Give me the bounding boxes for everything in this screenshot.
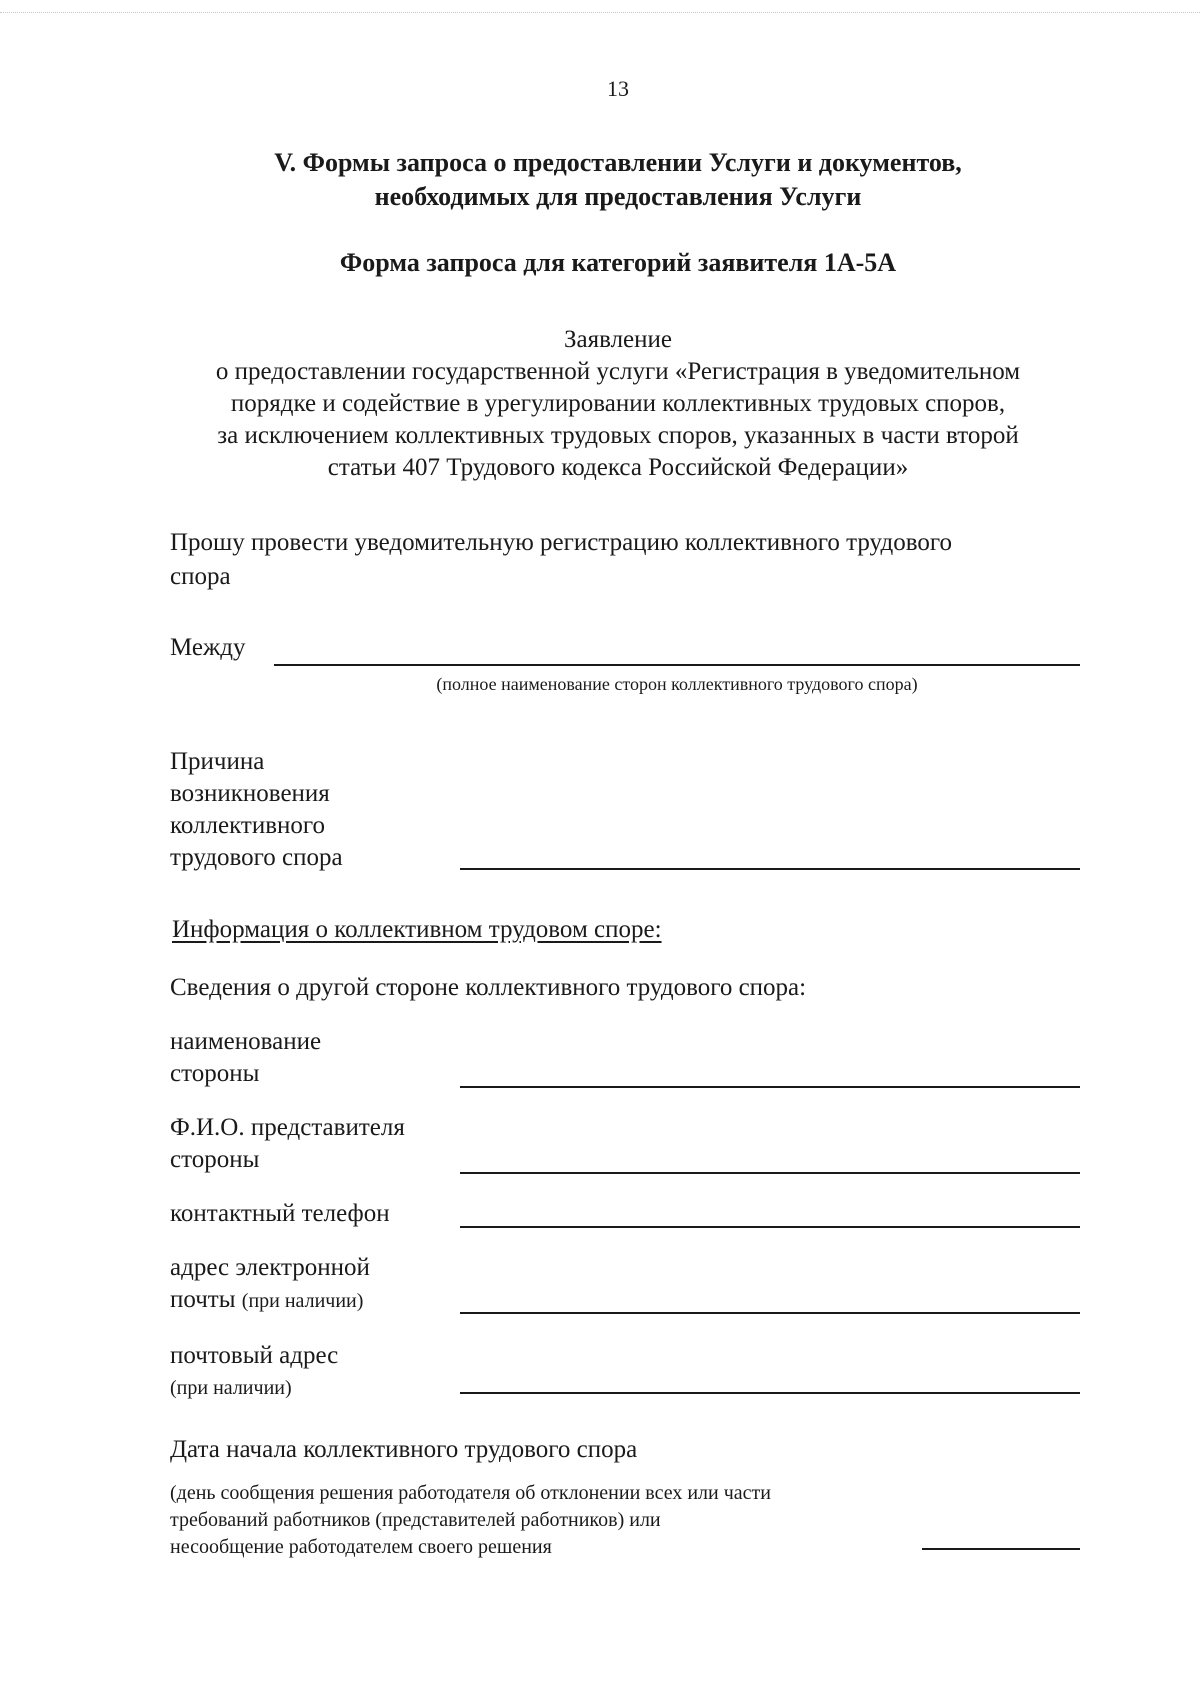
form-subtitle: Форма запроса для категорий заявителя 1А-5А (339, 248, 897, 277)
postal-note: (при наличии) (170, 1377, 292, 1399)
postal-label (170, 1340, 338, 1404)
reason-field[interactable] (460, 868, 1080, 870)
party-name-field[interactable] (460, 1086, 1080, 1088)
representative-label (170, 1112, 405, 1176)
postal-line-1: почтовый адрес (170, 1342, 339, 1369)
between-caption: (полное наименование сторон коллективного трудового спора) (436, 674, 918, 694)
request-line-1: Прошу провести уведомительную регистрацию коллективного трудового (170, 529, 952, 556)
reason-line-1: Причина (170, 748, 265, 775)
reason-line-2: возникновения (170, 780, 330, 807)
party-name-label (170, 1026, 321, 1090)
reason-line-4: трудового спора (170, 844, 343, 871)
representative-line-2: стороны (170, 1146, 260, 1173)
start-date-label: Дата начала коллективного трудового спора (170, 1436, 638, 1463)
start-date-note-line-1: (день сообщения решения работодателя об отклонении всех или части (170, 1482, 771, 1504)
between-label: Между (170, 634, 246, 661)
email-note: (при наличии) (241, 1290, 364, 1312)
start-date-note-line-3: несообщение работодателем своего решения (170, 1536, 552, 1558)
reason-label (170, 746, 343, 874)
request-text (170, 526, 1090, 594)
between-field[interactable] (274, 664, 1080, 666)
statement-line-3: за исключением коллективных трудовых споров, указанных в части второй (217, 422, 1019, 449)
statement-line-2: порядке и содействие в урегулировании коллективных трудовых споров, (230, 390, 1006, 417)
start-date-note (170, 1480, 930, 1561)
statement-line-4: статьи 407 Трудового кодекса Российской Федерации» (327, 454, 909, 481)
party-name-line-1: наименование (170, 1028, 322, 1055)
email-line-1: адрес электронной (170, 1254, 370, 1281)
page-number: 13 (607, 76, 629, 101)
request-line-2: спора (170, 563, 231, 590)
other-side-heading: Сведения о другой стороне коллективного трудового спора: (170, 974, 807, 1001)
email-line-2 (170, 1284, 370, 1317)
statement-line-1: о предоставлении государственной услуги «Регистрация в уведомительном (215, 358, 1021, 385)
email-line-2-main: почты (170, 1286, 236, 1313)
start-date-note-line-2: требований работников (представителей работников) или (170, 1509, 661, 1531)
statement-body (150, 356, 1086, 484)
info-heading: Информация о коллективном трудовом споре: (172, 916, 662, 943)
section-title (150, 146, 1086, 214)
email-field[interactable] (460, 1312, 1080, 1314)
party-name-line-2: стороны (170, 1060, 260, 1087)
postal-field[interactable] (460, 1392, 1080, 1394)
phone-field[interactable] (460, 1226, 1080, 1228)
representative-field[interactable] (460, 1172, 1080, 1174)
scan-edge-rule (0, 12, 1200, 13)
statement-title: Заявление (563, 326, 673, 353)
start-date-field[interactable] (922, 1548, 1080, 1550)
section-title-line-2: необходимых для предоставления Услуги (374, 182, 862, 211)
section-title-line-1: V. Формы запроса о предоставлении Услуги и документов, (274, 148, 962, 177)
reason-line-3: коллективного (170, 812, 326, 839)
representative-line-1: Ф.И.О. представителя (170, 1114, 405, 1141)
phone-label: контактный телефон (170, 1200, 390, 1227)
email-label (170, 1252, 370, 1317)
